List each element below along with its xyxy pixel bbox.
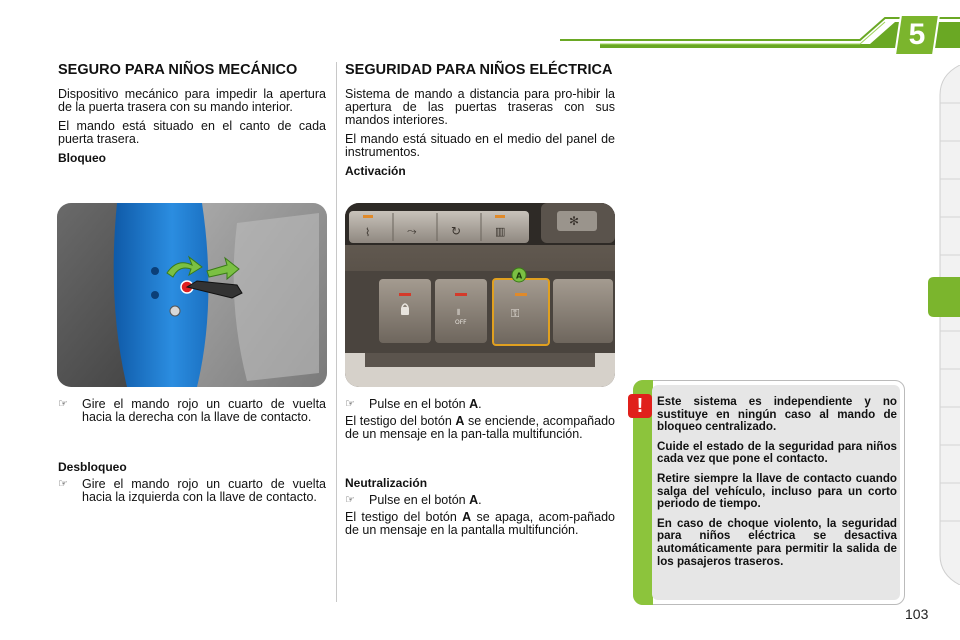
subheading-unlock: Desbloqueo <box>58 460 127 474</box>
rear-defrost-icon: ▥ <box>495 225 506 238</box>
bullet-hand-icon: ☞ <box>345 494 355 506</box>
mechanical-lock-section <box>58 62 326 169</box>
child-lock-icon: ⚿ <box>511 307 520 320</box>
electric-lock-section <box>345 62 615 182</box>
list-item: ☞ Pulse en el botón A. <box>345 397 482 411</box>
warning-paragraph: En caso de choque violento, la seguridad para niños eléctrica se desactiva automáticamente para permitir la salida de los pasajeros traseros. <box>657 516 897 568</box>
defrost-icon: ⌇ <box>365 226 371 239</box>
subheading-neutralization: Neutralización <box>345 476 428 490</box>
recirculation-icon: ↻ <box>451 224 462 238</box>
warning-paragraph: Retire siempre la llave de contacto cuando salga del vehículo, incluso para un corto periodo de tiempo. <box>657 471 897 511</box>
subheading-activation: Activación <box>345 164 406 178</box>
paragraph: El testigo del botón A se enciende, acompañado de un mensaje en la pan-talla multifunción. <box>345 414 615 441</box>
paragraph: El mando está situado en el canto de cada puerta trasera. <box>58 119 326 146</box>
list-item: ☞ Pulse en el botón A. <box>345 493 482 507</box>
chapter-number: 5 <box>908 18 926 51</box>
section-heading: SEGURO PARA NIÑOS MECÁNICO <box>58 62 298 78</box>
paragraph: Sistema de mando a distancia para pro-hibir la apertura de las puertas traseras con sus mandos interiores. <box>345 87 615 127</box>
bullet-hand-icon: ☞ <box>58 398 68 410</box>
bullet-hand-icon: ☞ <box>345 398 355 410</box>
list-item: ☞ Gire el mando rojo un cuarto de vuelta hacia la izquierda con la llave de contacto. <box>58 477 326 504</box>
column-divider <box>336 62 337 602</box>
neutralization-steps <box>345 477 615 543</box>
airflow-icon: ⤳ <box>407 224 417 238</box>
warning-exclamation-icon: ! <box>628 394 652 418</box>
chapter-tabs <box>926 65 960 585</box>
section-heading: SEGURIDAD PARA NIÑOS ELÉCTRICA <box>345 62 613 78</box>
unlock-steps <box>58 461 326 508</box>
section-title: SEGURIDAD de los NIÑOS <box>659 17 868 34</box>
svg-text:⦀: ⦀ <box>457 308 461 317</box>
paragraph: El mando está situado en el medio del panel de instrumentos. <box>345 132 615 159</box>
lock-steps <box>58 398 326 428</box>
dashboard-panel-illustration <box>345 203 615 387</box>
page-number: 103 <box>905 606 929 622</box>
list-item: ☞ Gire el mando rojo un cuarto de vuelta hacia la derecha con la llave de contacto. <box>58 397 326 424</box>
warning-paragraph: Este sistema es independiente y no sustituye en ningún caso al mando de bloqueo centralizado. <box>657 395 897 434</box>
activation-steps <box>345 398 615 447</box>
subheading-lock: Bloqueo <box>58 151 106 165</box>
bullet-hand-icon: ☞ <box>58 478 68 490</box>
warning-paragraph: Cuide el estado de la seguridad para niños cada vez que pone el contacto. <box>657 439 897 466</box>
button-label-A: A <box>516 271 523 281</box>
paragraph: El testigo del botón A se apaga, acom-pañado de un mensaje en la pantalla multifunción. <box>345 510 615 537</box>
off-label: OFF <box>455 319 467 326</box>
door-lock-illustration <box>57 203 327 387</box>
fan-icon: ✻ <box>569 214 580 228</box>
warning-text <box>657 396 897 575</box>
paragraph: Dispositivo mecánico para impedir la apertura de la puerta trasera con su mando interior. <box>58 87 326 114</box>
